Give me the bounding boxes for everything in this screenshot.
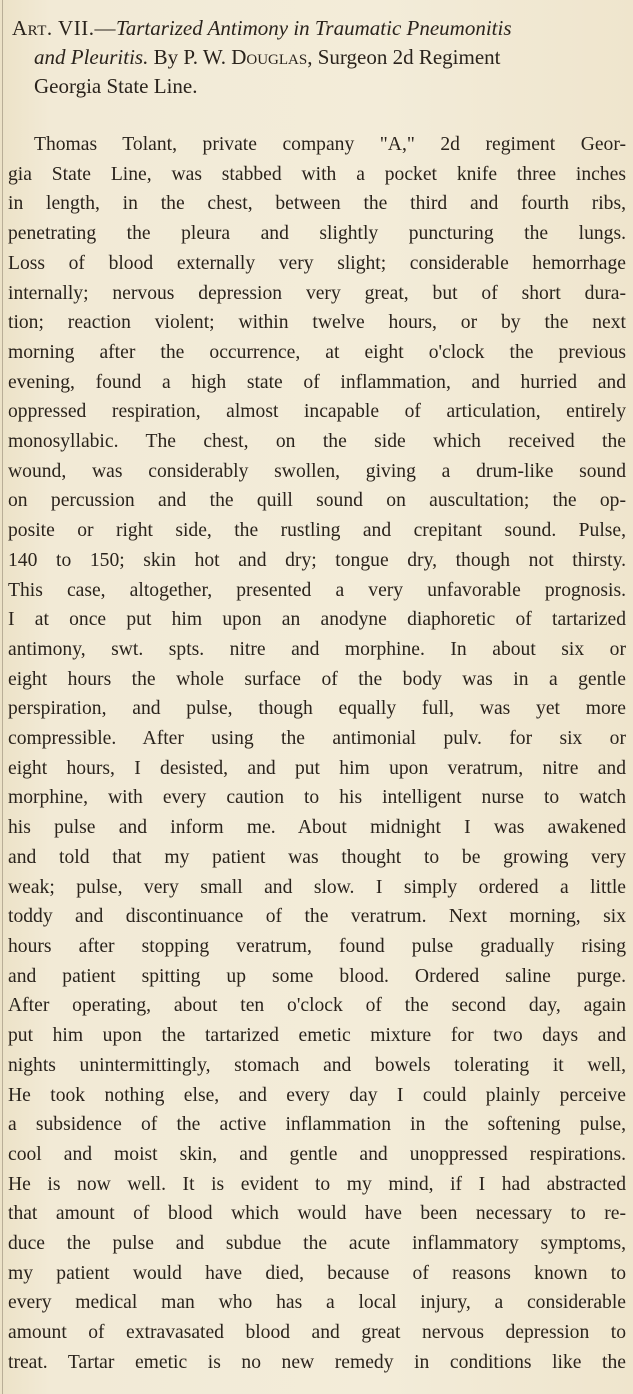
body-line: compressible. After using the antimonial pulv. for six or	[8, 728, 626, 750]
body-line: on percussion and the quill sound on auscultation; the op-	[8, 490, 626, 512]
body-line: penetrating the pleura and slightly puncturing the lungs.	[8, 223, 626, 245]
body-line: in length, in the chest, between the third and fourth ribs,	[8, 193, 626, 215]
body-line: He is now well. It is evident to my mind, if I had abstracted	[8, 1173, 626, 1195]
heading-line-1	[8, 14, 626, 43]
body-line: and patient spitting up some blood. Ordered saline purge.	[8, 965, 626, 987]
body-line: I at once put him upon an anodyne diaphoretic of tartarized	[8, 609, 626, 631]
body-line: After operating, about ten o'clock of the second day, again	[8, 995, 626, 1017]
article-heading	[8, 14, 626, 101]
body-line: put him upon the tartarized emetic mixture for two days and	[8, 1025, 626, 1047]
body-line: perspiration, and pulse, though equally full, was yet more	[8, 698, 626, 720]
body-line: 140 to 150; skin hot and dry; tongue dry, though not thirsty.	[8, 549, 626, 571]
body-line: treat. Tartar emetic is no new remedy in conditions like the	[8, 1351, 626, 1373]
body-line: a subsidence of the active inflammation in the softening pulse,	[8, 1114, 626, 1136]
body-line: duce the pulse and subdue the acute inflammatory symptoms,	[8, 1233, 626, 1255]
body-line: evening, found a high state of inflammation, and hurried and	[8, 371, 626, 393]
page-gutter-line	[2, 0, 3, 1394]
body-line: morphine, with every caution to his intelligent nurse to watch	[8, 787, 626, 809]
author-name: Douglas	[231, 45, 308, 69]
heading-line-3	[8, 72, 626, 101]
author-affiliation-part-2: Georgia State Line.	[34, 74, 198, 98]
body-line: cool and moist skin, and gentle and unoppressed respirations.	[8, 1143, 626, 1165]
body-line: Loss of blood externally very slight; considerable hemorrhage	[8, 252, 626, 274]
body-line: wound, was considerably swollen, giving a drum-like sound	[8, 460, 626, 482]
body-line: weak; pulse, very small and slow. I simply ordered a little	[8, 876, 626, 898]
article-title-part-2: and Pleuritis.	[34, 45, 149, 69]
article-number: Art. VII.—	[12, 16, 116, 40]
article-content	[8, 14, 626, 1378]
body-line: his pulse and inform me. About midnight I was awakened	[8, 817, 626, 839]
body-line: gia State Line, was stabbed with a pocket knife three inches	[8, 163, 626, 185]
byline-prefix: By P. W.	[153, 45, 232, 69]
body-line: tion; reaction violent; within twelve hours, or by the next	[8, 312, 626, 334]
body-line: and told that my patient was thought to be growing very	[8, 846, 626, 868]
article-title-part-1: Tartarized Antimony in Traumatic Pneumonitis	[115, 16, 512, 40]
body-line: internally; nervous depression very great, but of short dura-	[8, 282, 626, 304]
heading-line-2	[8, 43, 626, 72]
body-line: monosyllabic. The chest, on the side which received the	[8, 431, 626, 453]
body-line: eight hours the whole surface of the body was in a gentle	[8, 668, 626, 690]
body-line: toddy and discontinuance of the veratrum. Next morning, six	[8, 906, 626, 928]
body-line: my patient would have died, because of reasons known to	[8, 1262, 626, 1284]
body-line: oppressed respiration, almost incapable of articulation, entirely	[8, 401, 626, 423]
body-line: antimony, swt. spts. nitre and morphine. In about six or	[8, 638, 626, 660]
body-line: posite or right side, the rustling and crepitant sound. Pulse,	[8, 520, 626, 542]
author-affiliation-part-1: , Surgeon 2d Regiment	[307, 45, 501, 69]
body-line: hours after stopping veratrum, found pulse gradually rising	[8, 935, 626, 957]
body-line: amount of extravasated blood and great nervous depression to	[8, 1322, 626, 1344]
body-line: eight hours, I desisted, and put him upon veratrum, nitre and	[8, 757, 626, 779]
body-line: He took nothing else, and every day I could plainly perceive	[8, 1084, 626, 1106]
body-line: that amount of blood which would have been necessary to re-	[8, 1203, 626, 1225]
body-line: Thomas Tolant, private company "A," 2d regiment Geor-	[34, 134, 626, 155]
body-line: every medical man who has a local injury, a considerable	[8, 1292, 626, 1314]
article-body	[8, 130, 626, 1378]
body-line: nights unintermittingly, stomach and bowels tolerating it well,	[8, 1054, 626, 1076]
body-line: morning after the occurrence, at eight o'clock the previous	[8, 341, 626, 363]
body-line: This case, altogether, presented a very unfavorable prognosis.	[8, 579, 626, 601]
